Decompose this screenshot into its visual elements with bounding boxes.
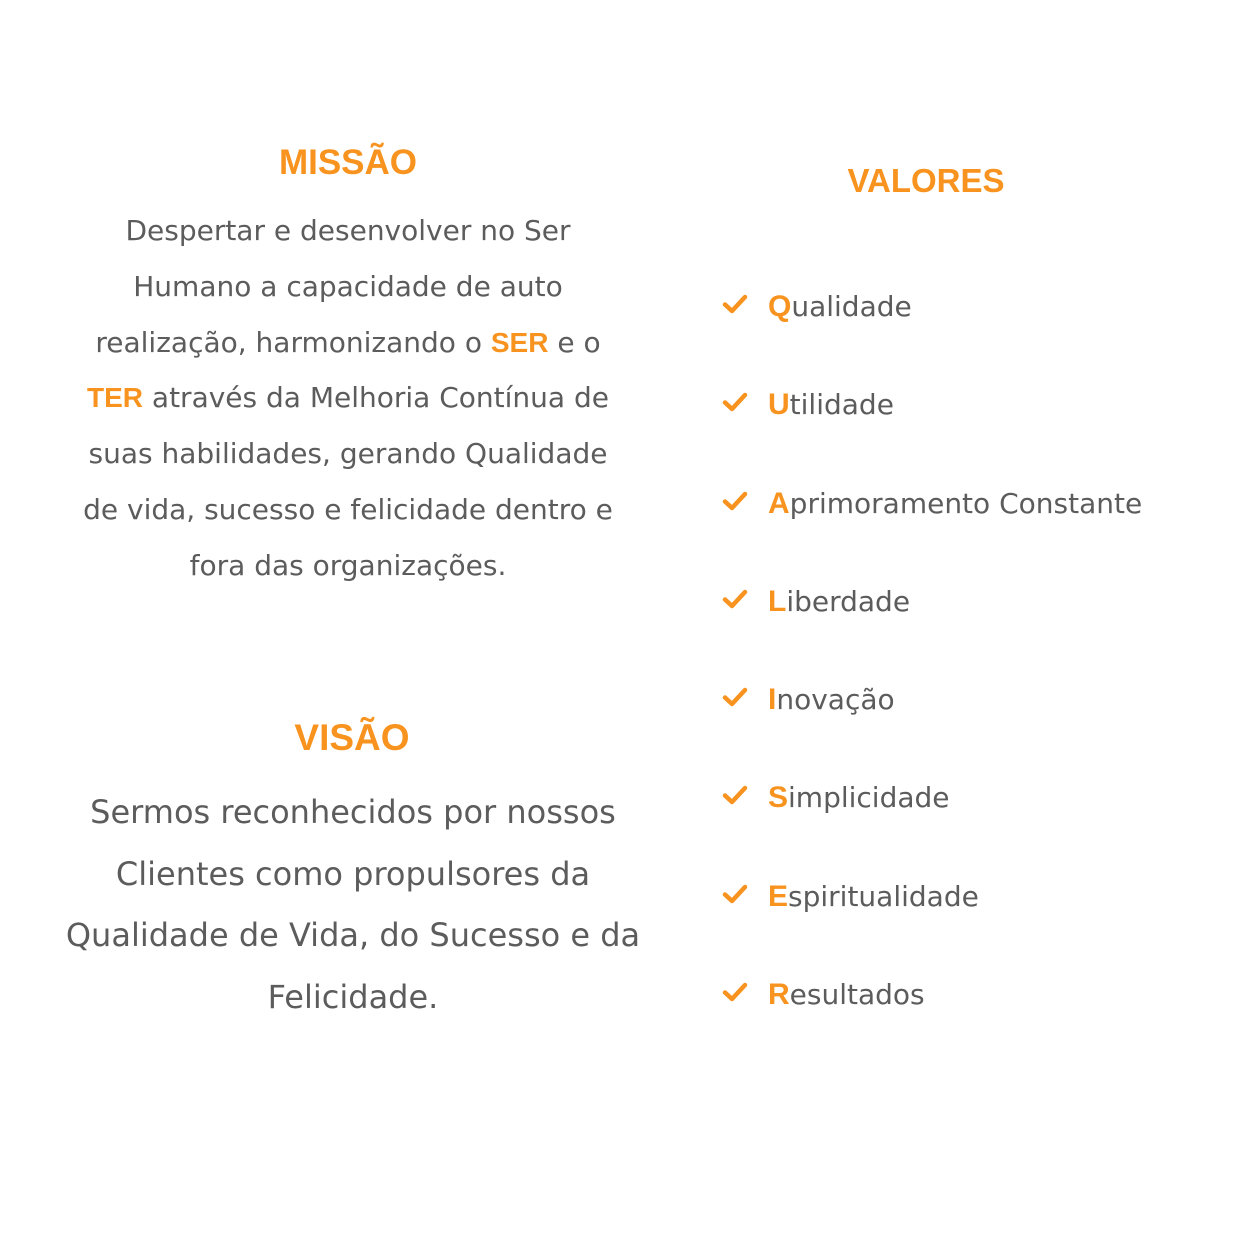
valor-rest: tilidade bbox=[789, 388, 894, 422]
visao-text: Sermos reconhecidos por nossos Clientes como propulsores da Qualidade de Vida, do Sucesso e da Felicidade. bbox=[65, 793, 641, 1016]
valor-text bbox=[768, 383, 894, 427]
check-icon bbox=[722, 389, 748, 415]
missao-title: MISSÃO bbox=[278, 143, 418, 182]
valor-text bbox=[768, 776, 950, 820]
valor-initial: U bbox=[768, 388, 790, 422]
missao-text-part-3: através da Melhoria Contínua de suas habilidades, gerando Qualidade de vida, sucesso e felicidade dentro e fora das organizações. bbox=[83, 381, 613, 582]
check-icon bbox=[722, 979, 748, 1005]
valores-title: VALORES bbox=[847, 162, 1005, 199]
valor-text bbox=[768, 973, 925, 1017]
valor-initial: R bbox=[768, 978, 790, 1012]
valor-text bbox=[768, 580, 910, 624]
valor-text bbox=[768, 482, 1142, 526]
valor-rest: implicidade bbox=[788, 781, 950, 815]
missao-text-part-2: e o bbox=[548, 325, 601, 359]
check-icon bbox=[722, 586, 748, 612]
check-icon bbox=[722, 782, 748, 808]
missao-highlight-ser: SER bbox=[490, 326, 549, 358]
missao-highlight-ter: TER bbox=[87, 382, 144, 414]
valor-initial: A bbox=[768, 486, 790, 520]
valor-initial: E bbox=[768, 879, 789, 913]
check-icon bbox=[722, 684, 748, 710]
valor-rest: iberdade bbox=[786, 584, 911, 618]
valor-rest: ualidade bbox=[791, 290, 912, 323]
valor-rest: spiritualidade bbox=[788, 879, 979, 913]
valor-rest: primoramento Constante bbox=[789, 486, 1143, 520]
missao-text bbox=[70, 203, 626, 594]
valor-initial: L bbox=[768, 584, 787, 618]
valor-rest: novação bbox=[776, 683, 895, 717]
valor-initial: S bbox=[768, 781, 789, 815]
valor-initial: Q bbox=[768, 290, 792, 323]
valor-text bbox=[768, 875, 979, 919]
check-icon bbox=[722, 291, 748, 317]
valor-rest: esultados bbox=[789, 978, 925, 1012]
visao-title: VISÃO bbox=[294, 717, 410, 758]
valor-initial: I bbox=[768, 683, 777, 717]
check-icon bbox=[722, 881, 748, 907]
valor-text bbox=[768, 678, 895, 722]
valor-text bbox=[768, 285, 912, 329]
missao-text-part-1: Despertar e desenvolver no Ser Humano a capacidade de auto realização, harmonizando o bbox=[95, 214, 571, 359]
check-icon bbox=[722, 488, 748, 514]
